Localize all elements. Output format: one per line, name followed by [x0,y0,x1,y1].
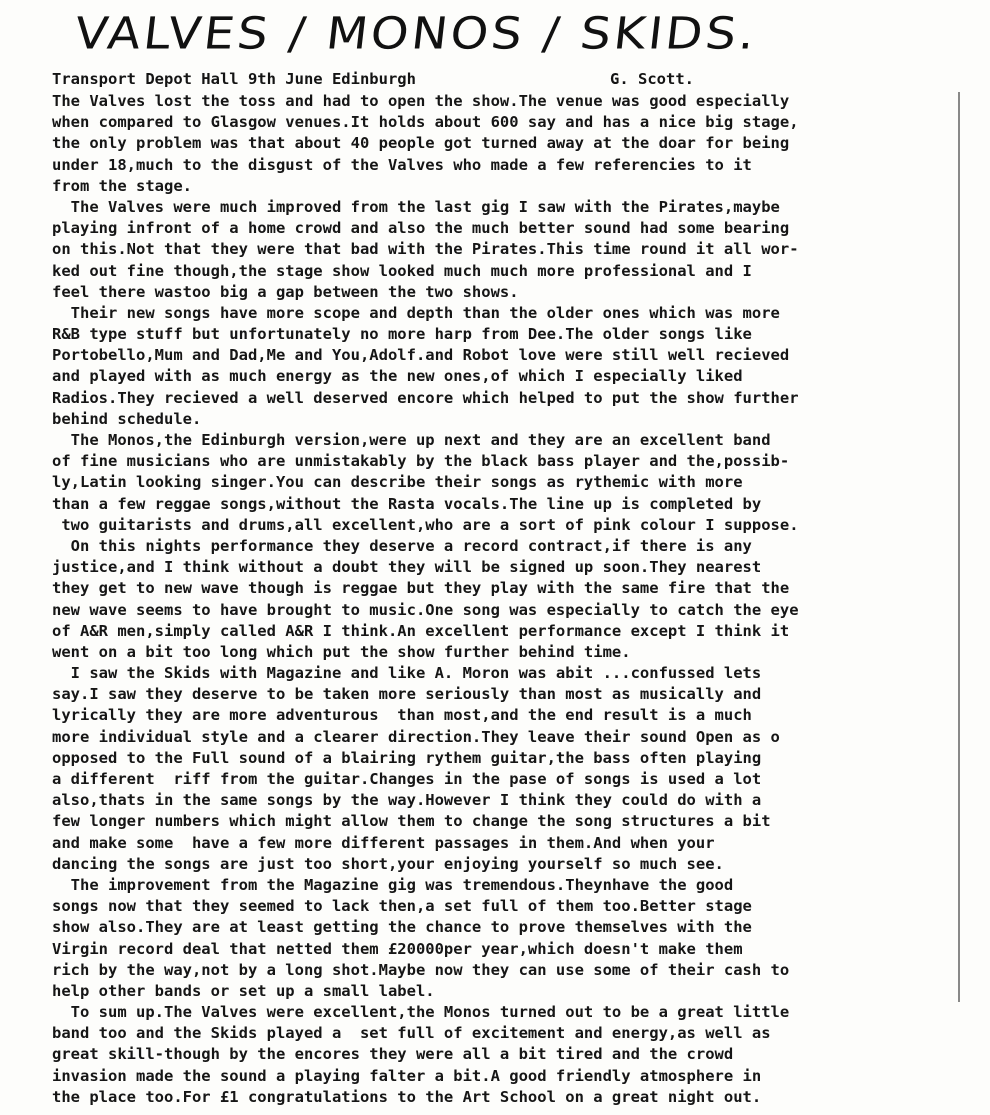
text-line: Their new songs have more scope and depth than the older ones which was more [52,303,780,322]
text-line: of fine musicians who are unmistakably by the black bass player and the,possib- [52,452,790,471]
byline-venue-date: Transport Depot Hall 9th June Edinburgh [52,70,416,88]
text-line: Radios.They recieved a well deserved encore which helped to put the show further [52,388,799,407]
text-line: when compared to Glasgow venues.It holds about 600 say and has a nice big stage, [52,113,799,132]
text-line: feel there wastoo big a gap between the two shows. [52,282,519,301]
text-line: the only problem was that about 40 people got turned away at the doar for being [52,134,790,153]
text-line: On this nights performance they deserve a record contract,if there is any [52,536,752,555]
text-line: The improvement from the Magazine gig was tremendous.Theynhave the good [52,875,734,894]
text-line: help other bands or set up a small label. [52,981,435,1000]
handwritten-headline: VALVES / MONOS / SKIDS. [72,8,761,60]
text-line: under 18,much to the disgust of the Valves who made a few referencies to it [52,155,752,174]
text-line: To sum up.The Valves were excellent,the Monos turned out to be a great little [52,1003,790,1022]
text-line: rich by the way,not by a long shot.Maybe now they can use some of their cash to [52,960,790,979]
text-line: they get to new wave though is reggae but they play with the same fire that the [52,579,790,598]
text-line: two guitarists and drums,all excellent,who are a sort of pink colour I suppose. [52,515,799,534]
text-line: new wave seems to have brought to music.One song was especially to catch the eye [52,600,799,619]
byline-author: G. Scott. [610,70,694,88]
text-line: The Monos,the Edinburgh version,were up next and they are an excellent band [52,431,771,449]
text-line: and make some have a few more different passages in them.And when your [52,833,715,852]
text-line: and played with as much energy as the new ones,of which I especially liked [52,367,743,386]
text-line: ked out fine though,the stage show looked much much more professional and I [52,261,752,280]
text-line: the place too.For £1 congratulations to the Art School on a great night out. [52,1087,762,1106]
text-line: than a few reggae songs,without the Rasta vocals.The line up is completed by [52,494,762,513]
text-line: R&B type stuff but unfortunately no more harp from Dee.The older songs like [52,325,752,344]
text-line: Virgin record deal that netted them £20000per year,which doesn't make them [52,939,743,958]
text-line: great skill-though by the encores they were all a bit tired and the crowd [52,1045,734,1064]
text-line: The Valves were much improved from the last gig I saw with the Pirates,maybe [52,197,780,216]
text-line: a different riff from the guitar.Changes in the pase of songs is used a lot [52,770,762,788]
margin-rule [958,92,960,1002]
text-line: on this.Not that they were that bad with the Pirates.This time round it all wor- [52,240,799,259]
text-line: went on a bit too long which put the show further behind time. [52,642,631,661]
text-line: opposed to the Full sound of a blairing rythem guitar,the bass often playing [52,748,762,767]
text-line: lyrically they are more adventurous than most,and the end result is a much [52,706,752,725]
article-body [52,91,957,1108]
text-line: The Valves lost the toss and had to open the show.The venue was good especially [52,92,790,110]
byline [52,70,952,92]
text-line: more individual style and a clearer direction.They leave their sound Open as o [52,727,780,746]
text-line: justice,and I think without a doubt they will be signed up soon.They nearest [52,558,762,577]
text-line: band too and the Skids played a set full of excitement and energy,as well as [52,1024,771,1043]
text-line: from the stage. [52,176,192,195]
text-line: behind schedule. [52,409,202,428]
text-line: few longer numbers which might allow them to change the song structures a bit [52,812,771,831]
text-line: invasion made the sound a playing falter a bit.A good friendly atmosphere in [52,1066,762,1085]
text-line: show also.They are at least getting the chance to prove themselves with the [52,918,752,937]
text-line: of A&R men,simply called A&R I think.An excellent performance except I think it [52,621,790,640]
text-line: ly,Latin looking singer.You can describe their songs as rythemic with more [52,473,743,492]
text-line: songs now that they seemed to lack then,a set full of them too.Better stage [52,897,752,916]
text-line: playing infront of a home crowd and also the much better sound had some bearing [52,219,790,238]
text-line: also,thats in the same songs by the way.However I think they could do with a [52,791,762,810]
text-line: dancing the songs are just too short,your enjoying yourself so much see. [52,854,724,873]
text-line: say.I saw they deserve to be taken more seriously than most as musically and [52,685,762,704]
text-line: I saw the Skids with Magazine and like A. Moron was abit ...confussed lets [52,664,762,683]
text-line: Portobello,Mum and Dad,Me and You,Adolf.and Robot love were still well recieved [52,346,790,365]
